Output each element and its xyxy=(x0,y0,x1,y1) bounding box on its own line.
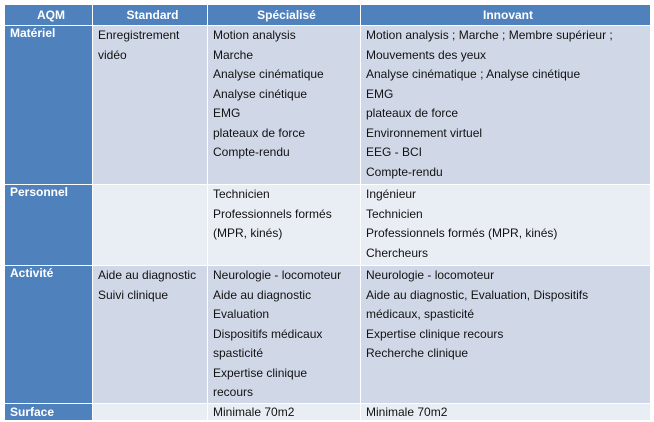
cell-line: Professionnels formés (MPR, kinés) xyxy=(366,226,558,240)
cell-line: Neurologie - locomoteur xyxy=(366,268,495,282)
aqm-table xyxy=(4,4,651,421)
cell-line: Compte-rendu xyxy=(366,164,443,179)
cell-personnel-standard xyxy=(93,185,208,266)
cell-materiel-innovant xyxy=(361,26,651,185)
row-label-surface: Surface xyxy=(5,403,93,420)
cell-line: Environnement virtuel xyxy=(366,125,483,140)
cell-line: Minimale 70m2 xyxy=(213,404,295,419)
row-label-activite: Activité xyxy=(5,266,93,404)
cell-line: Recherche clinique xyxy=(366,346,469,360)
row-materiel xyxy=(5,26,651,185)
row-activite xyxy=(5,266,651,404)
cell-materiel-standard xyxy=(93,26,208,185)
cell-line: Analyse cinétique xyxy=(213,86,308,101)
header-aqm: AQM xyxy=(5,5,93,26)
cell-personnel-innovant xyxy=(361,185,651,266)
cell-line: Analyse cinématique xyxy=(213,67,324,81)
cell-line: EMG xyxy=(366,86,394,101)
header-innovant: Innovant xyxy=(361,5,651,26)
cell-line: Motion analysis xyxy=(213,28,296,42)
cell-activite-specialise xyxy=(208,266,361,404)
cell-line: Dispositifs médicaux xyxy=(213,326,323,341)
cell-line: Enregistrement vidéo xyxy=(98,28,180,62)
cell-line: Minimale 70m2 xyxy=(366,404,448,419)
cell-personnel-specialise xyxy=(208,185,361,266)
cell-line: Technicien xyxy=(213,187,270,201)
cell-line: Analyse cinématique ; Analyse cinétique xyxy=(366,67,581,81)
cell-line: Marche xyxy=(213,47,254,62)
cell-line: Compte-rendu xyxy=(213,145,290,159)
cell-line: recours xyxy=(213,385,254,399)
cell-line: Motion analysis ; Marche ; Membre supérieur ; xyxy=(366,28,613,42)
cell-line: (MPR, kinés) xyxy=(213,226,283,240)
row-personnel xyxy=(5,185,651,266)
cell-line: plateaux de force xyxy=(366,106,459,120)
cell-line: spasticité xyxy=(213,346,264,360)
cell-line: Neurologie - locomoteur xyxy=(213,268,342,282)
cell-line: Expertise clinique recours xyxy=(366,326,504,341)
aqm-table-container xyxy=(4,4,650,420)
cell-materiel-specialise xyxy=(208,26,361,185)
cell-line: Suivi clinique xyxy=(98,287,169,302)
cell-line: Evaluation xyxy=(213,307,270,321)
cell-surface-specialise xyxy=(208,403,361,420)
row-label-materiel: Matériel xyxy=(5,26,93,185)
row-surface xyxy=(5,403,651,420)
header-standard: Standard xyxy=(93,5,208,26)
cell-line: Aide au diagnostic, Evaluation, Dispositifs xyxy=(366,287,589,302)
cell-line: Mouvements des yeux xyxy=(366,47,487,62)
cell-line: Expertise clinique xyxy=(213,365,308,380)
cell-activite-innovant xyxy=(361,266,651,404)
cell-line: Professionnels formés xyxy=(213,206,332,221)
cell-line: plateaux de force xyxy=(213,125,306,140)
cell-line: Ingénieur xyxy=(366,187,417,201)
cell-line: EEG - BCI xyxy=(366,145,423,159)
cell-line: EMG xyxy=(213,106,241,120)
header-row xyxy=(5,5,651,26)
cell-surface-innovant xyxy=(361,403,651,420)
cell-line: Aide au diagnostic xyxy=(213,287,312,302)
cell-activite-standard xyxy=(93,266,208,404)
cell-line: Technicien xyxy=(366,206,423,221)
header-specialise: Spécialisé xyxy=(208,5,361,26)
cell-line: Aide au diagnostic xyxy=(98,268,197,282)
cell-line: Chercheurs xyxy=(366,245,429,260)
row-label-personnel: Personnel xyxy=(5,185,93,266)
cell-surface-standard xyxy=(93,403,208,420)
cell-line: médicaux, spasticité xyxy=(366,307,475,321)
